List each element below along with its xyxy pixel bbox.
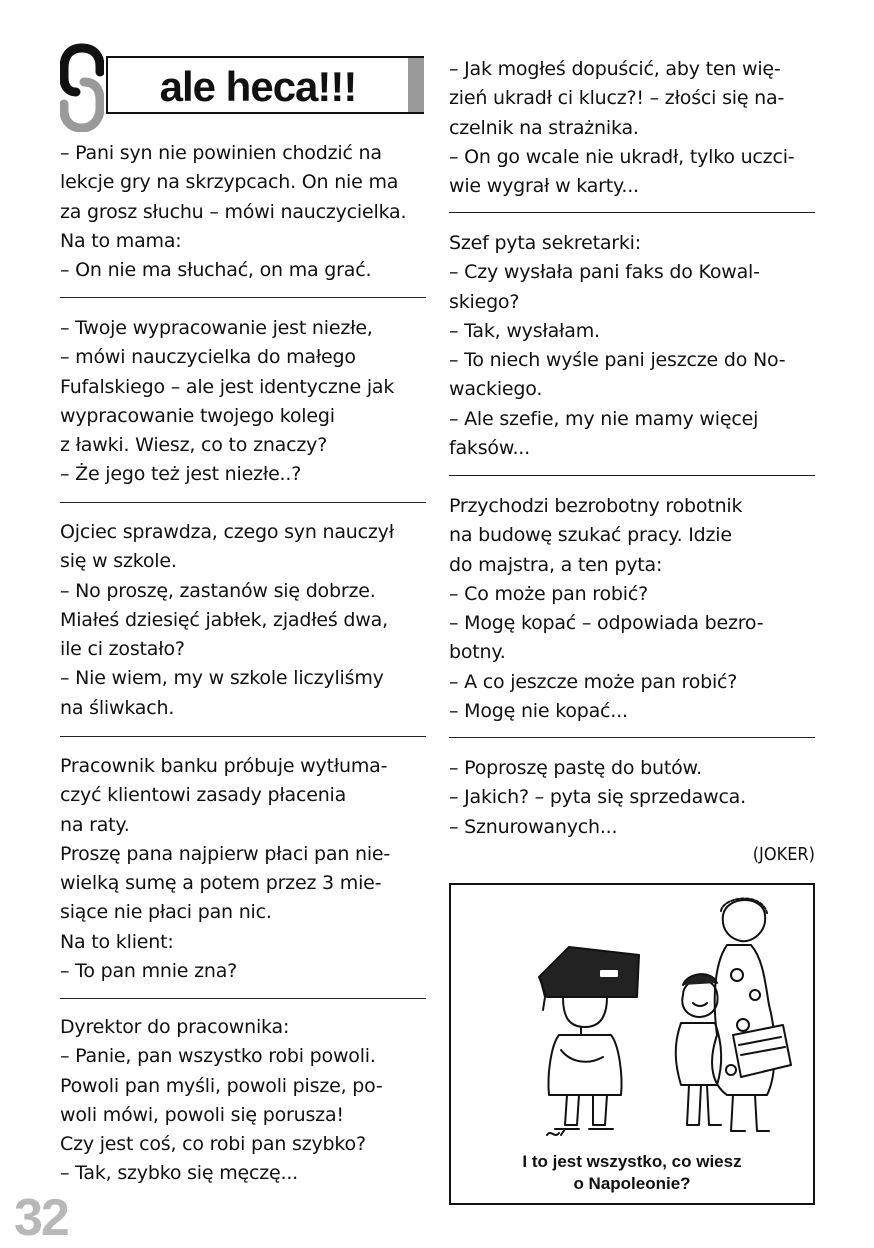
joke-line: – Poproszę pastę do butów. [449,757,702,779]
joke-block [60,139,406,285]
joke-line: za grosz słuchu – mówi nauczycielka. [60,200,407,223]
section-header [60,40,426,132]
joke-line: wypracowanie twojego kolegi [60,404,335,427]
cartoon-frame [449,883,815,1205]
joke-line: się w szkole. [60,550,177,573]
title-box-accent [408,58,424,112]
joke-line: – Tak, szybko się męczę... [60,1162,299,1185]
joke-divider [60,297,426,298]
joke-line: woli mówi, powoli się porusza! [60,1103,344,1126]
title-box [106,56,424,114]
joke-line: – No proszę, zastanów się dobrze. [60,579,376,602]
joke-line: Pracownik banku próbuje wytłuma- [60,755,388,777]
joke-line: Powoli pan myśli, powoli pisze, po- [60,1074,383,1097]
joke-divider [449,212,815,213]
joke-line: – Twoje wypracowanie jest niezłe, [60,317,373,339]
joke-line: – Sznurowanych... [449,815,618,838]
cartoon-caption-line: o Napoleonie? [573,1174,691,1193]
joke-line: zień ukradł ci klucz?! – złości się na- [449,87,785,110]
joke-line: – Mogę nie kopać... [449,700,628,723]
chain-link-icon [60,42,104,132]
joke-line: czyć klientowi zasady płacenia [60,784,347,807]
joke-line: Przychodzi bezrobotny robotnik [449,495,743,517]
joke-line: – Ale szefie, my nie mamy więcej [449,407,759,430]
joke-divider [60,736,426,737]
joke-block [449,229,785,463]
joke-block [60,1013,383,1189]
joke-block [449,492,763,726]
joke-line: wie wygrał w karty... [449,175,639,198]
joke-line: na raty. [60,813,130,836]
joke-line: – Co może pan robić? [449,582,648,605]
joke-line: – Czy wysłała pani faks do Kowal- [449,261,760,284]
joke-line: – Tak, wysłałam. [449,319,600,342]
joke-line: – On go wcale nie ukradł, tylko uczci- [449,145,795,168]
joke-line: czelnik na strażnika. [449,116,639,139]
joke-line: wackiego. [449,378,543,401]
joke-line: lekcje gry na skrzypcach. On nie ma [60,171,399,194]
joke-line: siące nie płaci pan nic. [60,901,272,924]
joke-line: Na to klient: [60,930,174,953]
joke-line: – A co jeszcze może pan robić? [449,670,738,693]
joke-line: do majstra, a ten pyta: [449,553,663,576]
joke-line: Proszę pana najpierw płaci pan nie- [60,842,391,865]
joke-divider [449,475,815,476]
joke-line: Miałeś dziesięć jabłek, zjadłeś dwa, [60,608,388,631]
joke-line: – Mogę kopać – odpowiada bezro- [449,612,764,635]
joke-line: botny. [449,641,506,664]
joke-block [60,518,394,723]
joke-line: Dyrektor do pracownika: [60,1016,290,1038]
joke-line: – mówi nauczycielka do małego [60,346,356,369]
joke-line: – On nie ma słuchać, on ma grać. [60,259,372,282]
joke-line: wielką sumę a potem przez 3 mie- [60,872,382,895]
joke-line: na śliwkach. [60,696,175,719]
joke-line: – To niech wyśle pani jeszcze do No- [449,349,786,372]
joke-line: – Nie wiem, my w szkole liczyliśmy [60,667,384,690]
joke-line: – Panie, pan wszystko robi powoli. [60,1045,376,1068]
joke-block [60,752,390,986]
cartoon-caption-line: I to jest wszystko, co wiesz [522,1152,742,1171]
joke-divider [449,737,815,738]
joke-line: ile ci zostało? [60,638,185,661]
joke-line: z ławki. Wiesz, co to znaczy? [60,434,328,457]
joke-line: skiego? [449,290,520,313]
joke-line: Ojciec sprawdza, czego syn nauczył [60,521,394,543]
joke-line: faksów... [449,437,530,460]
page-number: 32 [14,1189,68,1247]
joke-line: Czy jest coś, co robi pan szybko? [60,1133,366,1156]
joke-source: (JOKER) [752,844,815,865]
joke-line: – Pani syn nie powinien chodzić na [60,142,382,164]
cartoon-illustration [451,885,813,1145]
joke-divider [60,998,426,999]
joke-line: Szef pyta sekretarki: [449,232,641,254]
joke-line: Na to mama: [60,229,182,252]
joke-block [449,55,794,201]
page-title: ale heca!!! [159,63,357,110]
cartoon-caption [451,1151,813,1195]
joke-line: Fufalskiego – ale jest identyczne jak [60,375,395,398]
joke-line: – Że jego też jest niezłe..? [60,463,302,486]
joke-block [449,754,746,842]
joke-divider [60,502,426,503]
joke-line: – Jak mogłeś dopuścić, aby ten wię- [449,58,781,80]
joke-line: – Jakich? – pyta się sprzedawca. [449,786,746,809]
joke-block [60,314,394,490]
joke-line: na budowę szukać pracy. Idzie [449,524,732,547]
joke-line: – To pan mnie zna? [60,960,238,983]
